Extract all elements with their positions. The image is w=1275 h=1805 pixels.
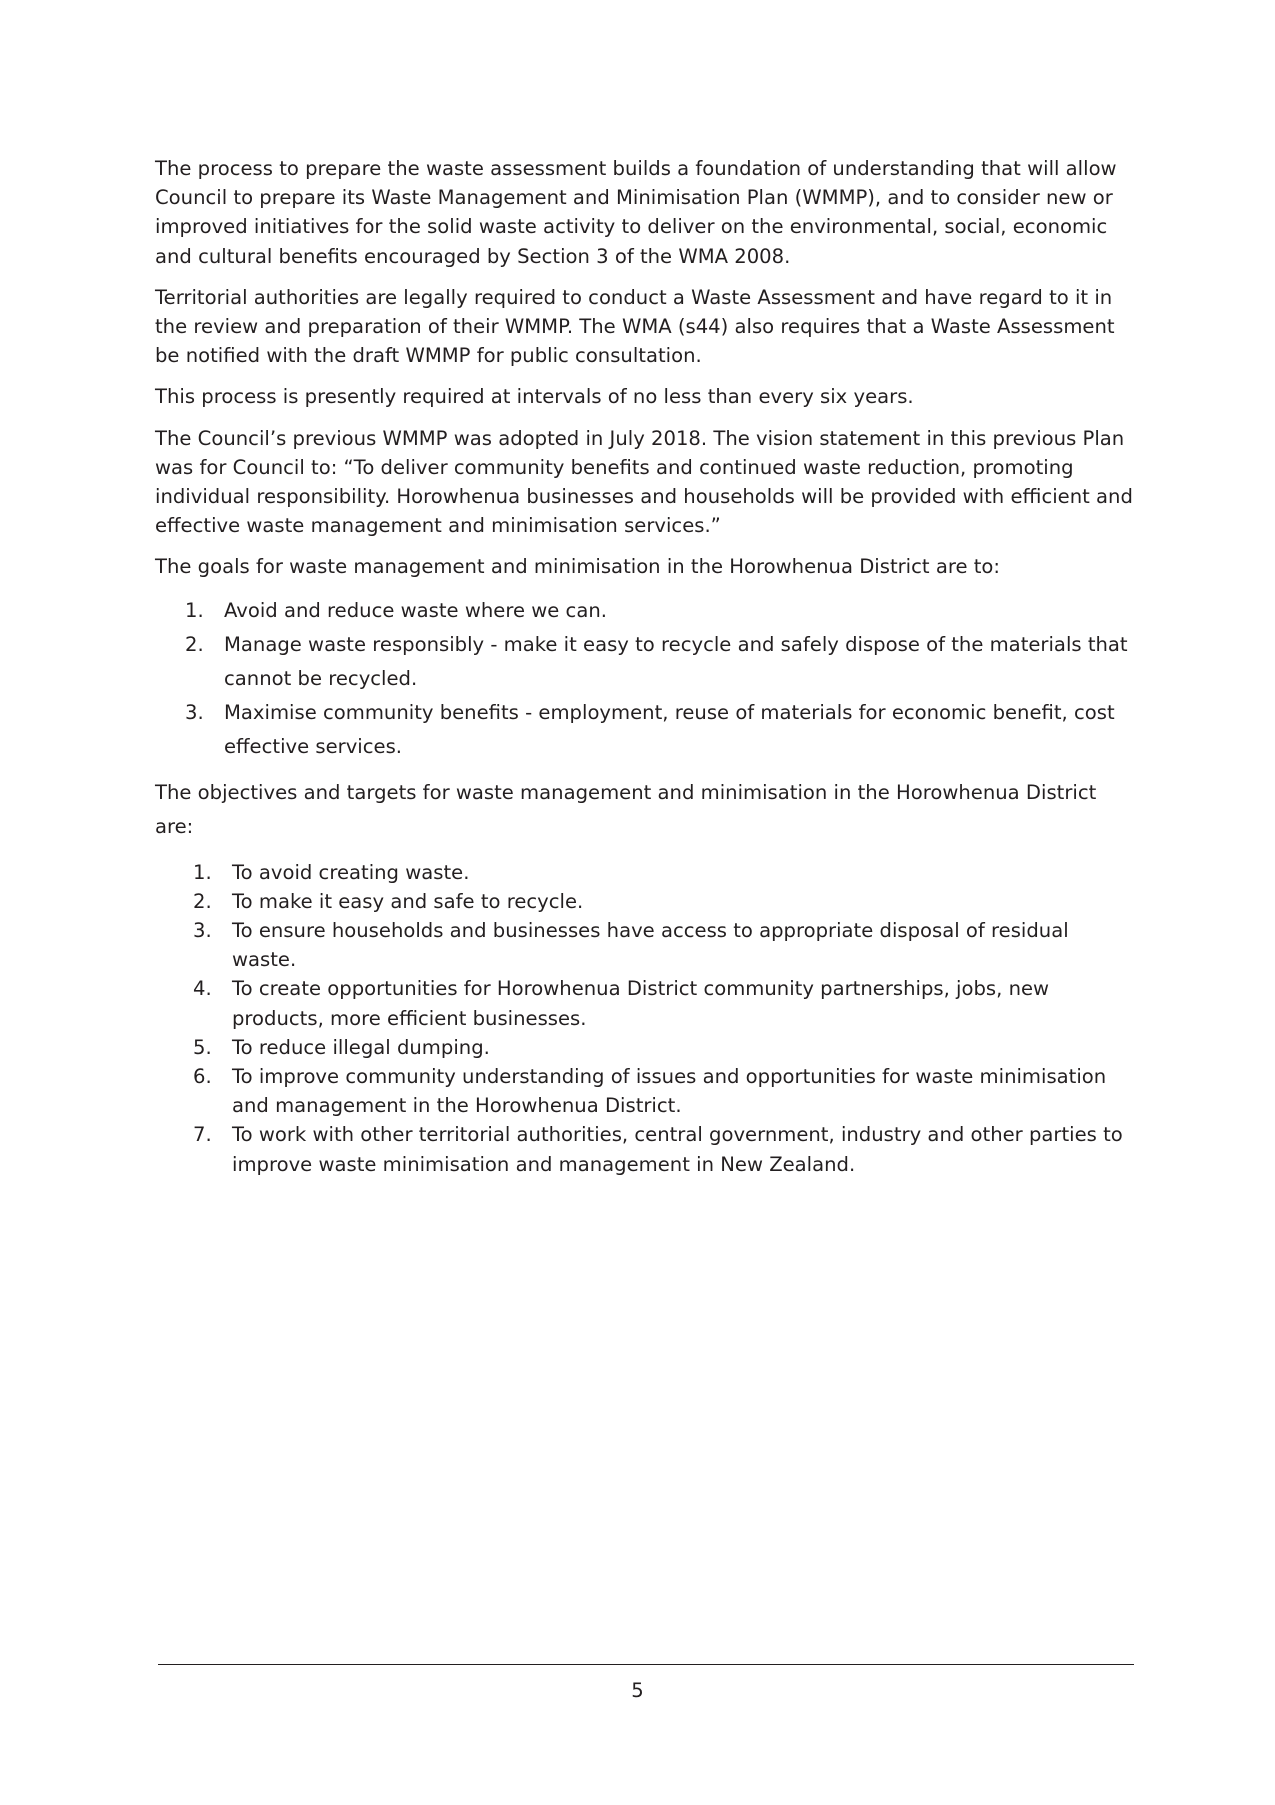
list-item [155,974,1137,1032]
list-item-text: To avoid creating waste. [232,860,470,884]
list-item [155,916,1137,974]
list-item [155,1120,1137,1178]
list-item [155,1033,1137,1062]
list-item-text: To create opportunities for Horowhenua District community partnerships, jobs, new products, more efficient businesses. [232,977,1050,1030]
list-item [155,858,1137,887]
list-item-text: Maximise community benefits - employment, reuse of materials for economic benefit, cost effective services. [224,700,1115,758]
list-item-number: 2. [185,632,204,656]
list-item [155,887,1137,916]
list-item-text: To ensure households and businesses have access to appropriate disposal of residual waste. [232,919,1069,972]
list-item-text: To reduce illegal dumping. [232,1035,490,1059]
list-item-text: To work with other territorial authorities, central government, industry and other parties to improve waste minimisation and management in New Zealand. [232,1123,1123,1176]
list-item-number: 1. [193,860,212,884]
paragraph-interval: This process is presently required at intervals of no less than every six years. [155,385,914,409]
list-item-number: 5. [193,1035,212,1059]
list-item-number: 4. [193,977,212,1001]
list-item-number: 3. [193,919,212,943]
footer-divider [158,1664,1134,1665]
page-body [155,154,1137,1179]
paragraph-previous-wmmp: The Council’s previous WMMP was adopted in July 2018. The vision statement in this previous Plan was for Council to: “To deliver community benefits and continued waste reduction, promoting individual responsibility. Horowhenua businesses and households will be provided with efficient and effective waste management and minimisation services.” [155,426,1133,538]
list-item-number: 7. [193,1123,212,1147]
paragraph-legal-requirement: Territorial authorities are legally required to conduct a Waste Assessment and have regard to it in the review and preparation of their WMMP. The WMA (s44) also requires that a Waste Assessment be notified with the draft WMMP for public consultation. [155,285,1115,368]
list-item-number: 3. [185,700,204,724]
goals-list [155,594,1137,764]
list-item-text: Avoid and reduce waste where we can. [224,598,607,622]
list-item [155,1062,1137,1120]
list-item-text: To improve community understanding of issues and opportunities for waste minimisation and management in the Horowhenua District. [232,1065,1107,1118]
paragraph-objectives-intro: The objectives and targets for waste management and minimisation in the Horowhenua District are: [155,780,1097,838]
list-item-number: 6. [193,1065,212,1089]
list-item [155,696,1137,764]
paragraph-goals-intro: The goals for waste management and minimisation in the Horowhenua District are to: [155,555,1000,579]
list-item-text: Manage waste responsibly - make it easy to recycle and safely dispose of the materials that cannot be recycled. [224,632,1128,690]
paragraph-waste-assessment-process: The process to prepare the waste assessment builds a foundation of understanding that will allow Council to prepare its Waste Management and Minimisation Plan (WMMP), and to consider new or improved initiatives for the solid waste activity to deliver on the environmental, social, economic and cultural benefits encouraged by Section 3 of the WMA 2008. [155,157,1117,268]
list-item-text: To make it easy and safe to recycle. [232,889,584,913]
objectives-list [155,858,1137,1179]
list-item [155,594,1137,628]
list-item-number: 2. [193,889,212,913]
list-item [155,628,1137,696]
page-number: 5 [631,1679,644,1702]
list-item-number: 1. [185,598,204,622]
